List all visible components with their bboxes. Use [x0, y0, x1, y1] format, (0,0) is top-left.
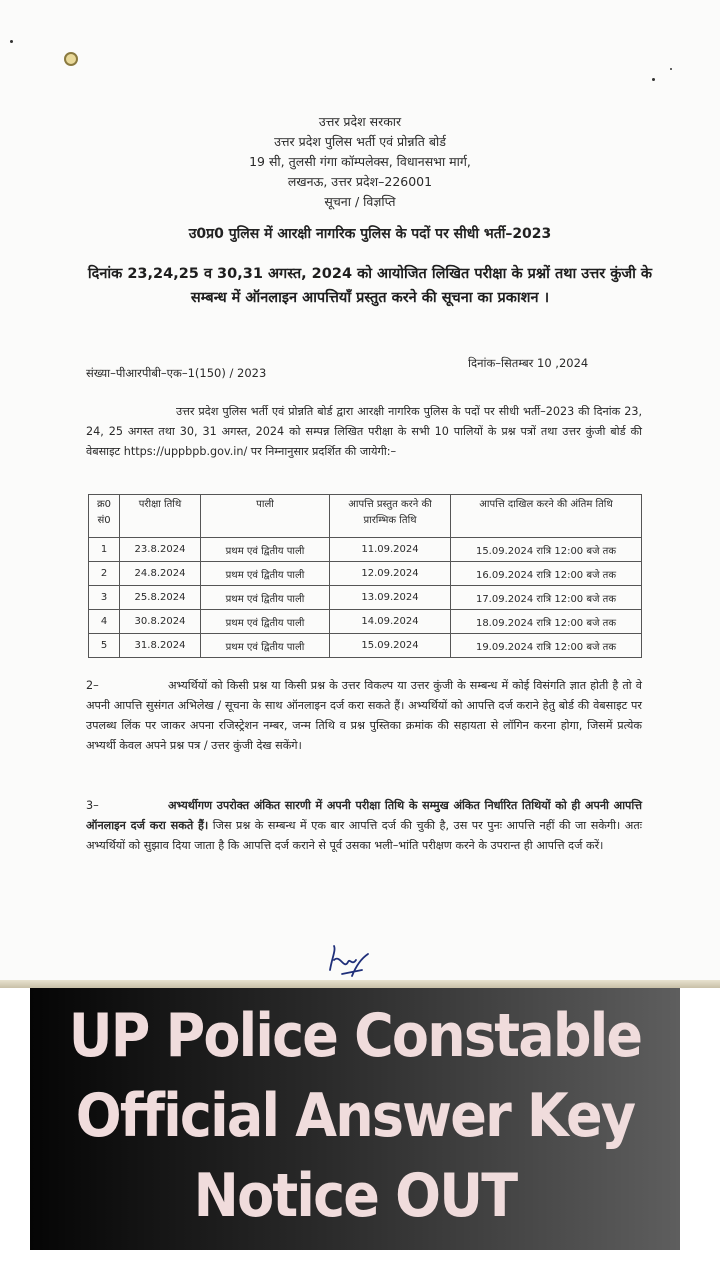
schedule-table — [88, 494, 642, 658]
letterhead-line: सूचना / विज्ञप्ति — [324, 194, 396, 209]
reference-date: दिनांक–सितम्बर 10 ,2024 — [468, 356, 589, 370]
column-header: क्र0 सं0 — [89, 495, 120, 538]
dust-speck — [670, 68, 672, 70]
letterhead-line: उत्तर प्रदेश पुलिस भर्ती एवं प्रोन्नति बोर्ड — [274, 134, 446, 149]
banner-line: Official Answer Key — [75, 1081, 635, 1151]
table-cell: 15.09.2024 — [330, 634, 451, 658]
paragraph-2 — [86, 676, 642, 756]
signature-icon — [322, 940, 376, 980]
letterhead-line: लखनऊ, उत्तर प्रदेश–226001 — [287, 174, 433, 189]
table-cell: 19.09.2024 रात्रि 12:00 बजे तक — [451, 634, 642, 658]
table-cell: 17.09.2024 रात्रि 12:00 बजे तक — [451, 586, 642, 610]
paragraph-number: 2– — [86, 679, 99, 692]
table-row — [89, 610, 642, 634]
table-cell: प्रथम एवं द्वितीय पाली — [201, 586, 330, 610]
table-row — [89, 634, 642, 658]
paragraph-number: 3– — [86, 799, 99, 812]
table-cell: प्रथम एवं द्वितीय पाली — [201, 634, 330, 658]
table-cell: 11.09.2024 — [330, 538, 451, 562]
table-row — [89, 586, 642, 610]
table-cell: प्रथम एवं द्वितीय पाली — [201, 610, 330, 634]
headline-banner — [30, 988, 680, 1250]
banner-line: UP Police Constable — [68, 1001, 642, 1071]
paragraph-3 — [86, 796, 642, 856]
notice-heading: दिनांक 23,24,25 व 30,31 अगस्त, 2024 को आयोजित लिखित परीक्षा के प्रश्नों तथा उत्तर कुंजी के सम्बन्ध में ऑनलाइन आपत्तियाँ प्रस्तुत करने की सूचना का प्रकाशन । — [87, 266, 653, 306]
punch-hole-icon — [64, 52, 78, 66]
banner-line: Notice OUT — [193, 1161, 517, 1231]
table-cell: प्रथम एवं द्वितीय पाली — [201, 562, 330, 586]
table-cell: 30.8.2024 — [120, 610, 201, 634]
paragraph-text: जिस प्रश्न के सम्बन्ध में एक बार आपत्ति दर्ज की चुकी है, उस पर पुनः आपत्ति नहीं की जा सकेगी। अतः अभ्यर्थियों को सुझाव दिया जाता है कि आपत्ति दर्ज कराने से पूर्व उसका भली–भांति परीक्षण करने के उपरान्त ही आपत्ति दर्ज करें। — [86, 819, 642, 852]
table-cell: 18.09.2024 रात्रि 12:00 बजे तक — [451, 610, 642, 634]
column-header: आपत्ति प्रस्तुत करने की प्रारम्भिक तिथि — [330, 495, 451, 538]
table-cell: 24.8.2024 — [120, 562, 201, 586]
banner-title — [63, 996, 648, 1236]
column-header: पाली — [201, 495, 330, 538]
table-row — [89, 538, 642, 562]
table-cell: 5 — [89, 634, 120, 658]
table-header-row — [89, 495, 642, 538]
page-edge — [0, 980, 720, 988]
table-cell: 3 — [89, 586, 120, 610]
letterhead-line: 19 सी, तुलसी गंगा कॉम्पलेक्स, विधानसभा मार्ग, — [249, 154, 471, 169]
table-row — [89, 562, 642, 586]
table-cell: 16.09.2024 रात्रि 12:00 बजे तक — [451, 562, 642, 586]
paragraph-1: उत्तर प्रदेश पुलिस भर्ती एवं प्रोन्नति बोर्ड द्वारा आरक्षी नागरिक पुलिस के पदों पर सीधी भर्ती–2023 की दिनांक 23, 24, 25 अगस्त तथा 30, 31 अगस्त, 2024 को सम्पन्न लिखित परीक्षा के सभी 10 पालियों के प्रश्न पत्रों तथा उत्तर कुंजी बोर्ड की वेबसाइट https://uppbpb.gov.in/ पर निम्नानुसार प्रदर्शित की जायेगी:– — [86, 405, 642, 458]
table-cell: 25.8.2024 — [120, 586, 201, 610]
column-header: परीक्षा तिथि — [120, 495, 201, 538]
dust-speck — [10, 40, 13, 43]
table-cell: 23.8.2024 — [120, 538, 201, 562]
table-cell: 31.8.2024 — [120, 634, 201, 658]
table-cell: प्रथम एवं द्वितीय पाली — [201, 538, 330, 562]
table-cell: 4 — [89, 610, 120, 634]
dust-speck — [652, 78, 655, 81]
table-cell: 14.09.2024 — [330, 610, 451, 634]
table-cell: 1 — [89, 538, 120, 562]
letterhead — [150, 112, 570, 212]
table-cell: 13.09.2024 — [330, 586, 451, 610]
notice-subject: उ0प्र0 पुलिस में आरक्षी नागरिक पुलिस के पदों पर सीधी भर्ती–2023 — [188, 226, 552, 242]
column-header: आपत्ति दाखिल करने की अंतिम तिथि — [451, 495, 642, 538]
reference-number: संख्या–पीआरपीबी–एक–1(150) / 2023 — [86, 366, 267, 380]
table-cell: 15.09.2024 रात्रि 12:00 बजे तक — [451, 538, 642, 562]
table-cell: 12.09.2024 — [330, 562, 451, 586]
paragraph-text: अभ्यर्थियों को किसी प्रश्न या किसी प्रश्न के उत्तर विकल्प या उत्तर कुंजी के सम्बन्ध में कोई विसंगति ज्ञात होती है तो वे अपनी आपत्ति सुसंगत अभिलेख / सूचना के साथ ऑनलाइन दर्ज करा सकते हैं। अभ्यर्थियों को आपत्ति दर्ज कराने हेतु बोर्ड की वेबसाइट पर उपलब्ध लिंक पर जाकर अपना रजिस्ट्रेशन नम्बर, जन्म तिथि व प्रश्न पुस्तिका क्रमांक की सहायता से लॉगिन करना होगा, जिसमें प्रत्येक अभ्यर्थी केवल अपने प्रश्न पत्र / उत्तर कुंजी देख सकेंगे। — [86, 679, 642, 752]
paragraph-emphasis: अभ्यर्थीगण उपरोक्त अंकित सारणी में अपनी परीक्षा तिथि के सम्मुख अंकित निर्धारित तिथियों को ही अपनी आपत्ति ऑनलाइन दर्ज करा सकते हैं। — [86, 799, 642, 832]
table-cell: 2 — [89, 562, 120, 586]
letterhead-line: उत्तर प्रदेश सरकार — [318, 114, 402, 129]
